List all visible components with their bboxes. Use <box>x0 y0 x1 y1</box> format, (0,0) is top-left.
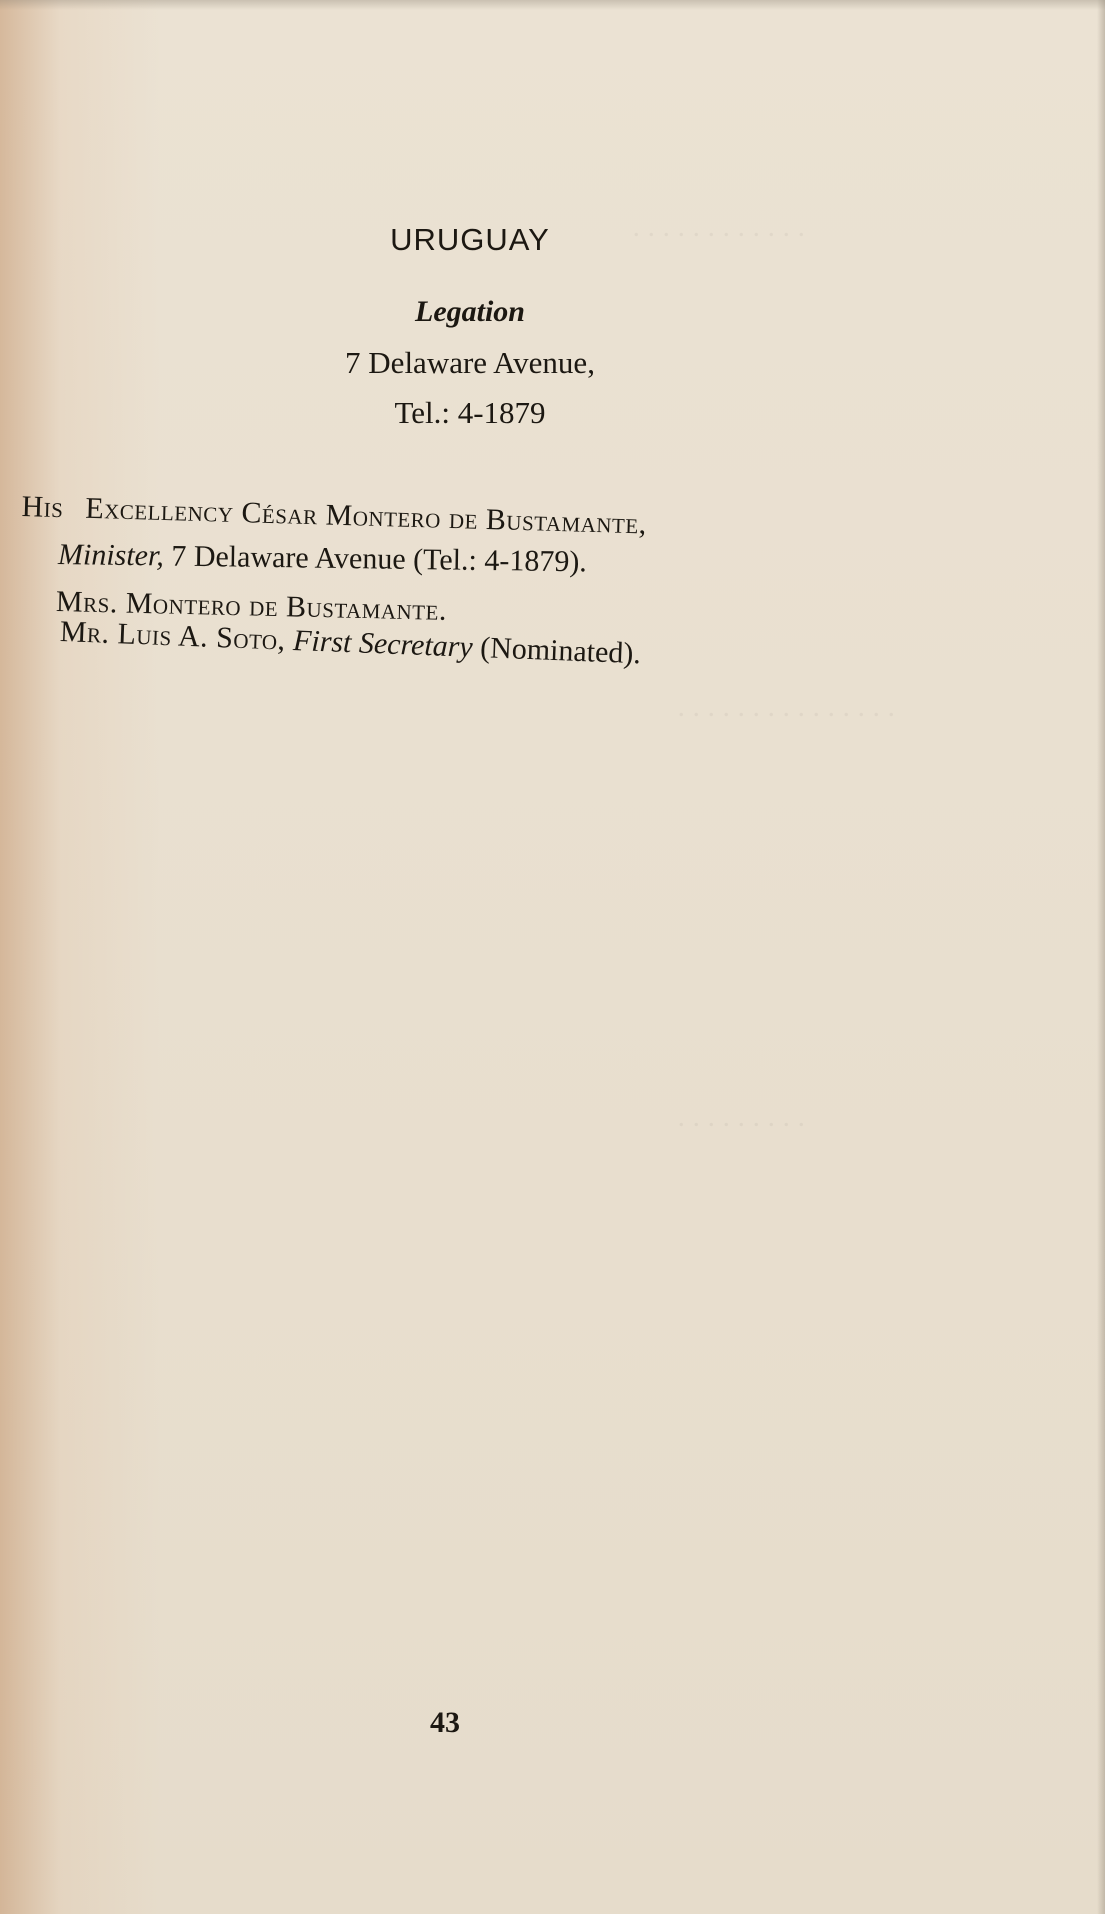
page-right-edge <box>1097 0 1105 1914</box>
entry-detail: 7 Delaware Avenue (Tel.: 4-1879). <box>171 539 588 579</box>
entry-name: Excellency César Montero de Bustamante, <box>84 491 648 541</box>
entry-detail: (Nominated). <box>479 631 642 671</box>
office-telephone: Tel.: 4-1879 <box>394 395 546 430</box>
office-type: Legation <box>415 295 525 328</box>
page-number: 43 <box>430 1706 460 1739</box>
entry-minister-line <box>58 538 587 579</box>
entry-role: Minister, <box>57 538 165 573</box>
entry-role: First Secretary <box>292 623 474 664</box>
page-top-edge <box>0 0 1105 10</box>
entry-title: His <box>21 490 64 525</box>
entry-title-prefix <box>21 462 648 541</box>
entry-name: Mrs. Montero de Bustamante. <box>55 585 448 627</box>
country-heading: URUGUAY <box>390 222 550 257</box>
entry-name: Mr. Luis A. Soto, <box>59 615 287 657</box>
office-address: 7 Delaware Avenue, <box>345 345 595 380</box>
